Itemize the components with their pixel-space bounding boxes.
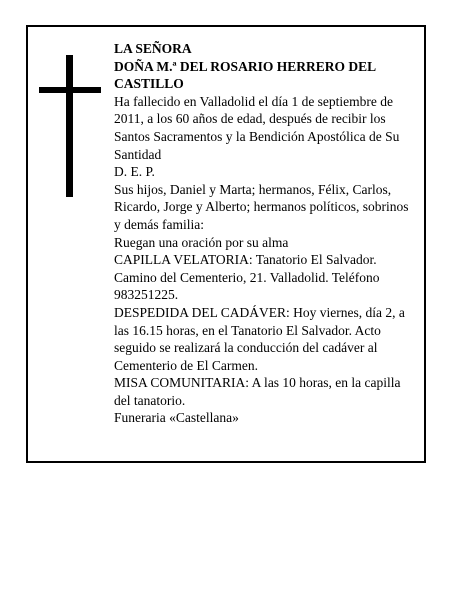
notice-community-mass: MISA COMUNITARIA: A las 10 horas, en la capilla del tanatorio. <box>114 375 401 408</box>
notice-wake-chapel: CAPILLA VELATORIA: Tanatorio El Salvador. Camino del Cementerio, 21. Valladolid. Teléfono 983251225. <box>114 252 380 303</box>
notice-family: Sus hijos, Daniel y Marta; hermanos, Félix, Carlos, Ricardo, Jorge y Alberto; hermanos políticos, sobrinos y demás familia: <box>114 181 409 232</box>
cross-horizontal-bar <box>39 87 101 93</box>
notice-heading-name: DOÑA M.ª DEL ROSARIO HERRERO DEL CASTILLO <box>114 58 376 92</box>
notice-death-announcement: Ha fallecido en Valladolid el día 1 de septiembre de 2011, a los 60 años de edad, después de recibir los Santos Sacramentos y la Bendición Apostólica de Su Santidad <box>114 93 400 162</box>
notice-funeral-home: Funeraria «Castellana» <box>114 410 239 426</box>
notice-text <box>114 40 414 427</box>
notice-rip: D. E. P. <box>114 164 155 180</box>
cross-vertical-bar <box>66 55 73 197</box>
notice-prayer-request: Ruegan una oración por su alma <box>114 234 289 250</box>
obituary-notice <box>26 25 426 463</box>
notice-funeral-farewell: DESPEDIDA DEL CADÁVER: Hoy viernes, día 2, a las 16.15 horas, en el Tanatorio El Salvador. Acto seguido se realizará la conducción del cadáver al Cementerio de El Carmen. <box>114 304 405 373</box>
notice-heading-title: LA SEÑORA <box>114 41 192 56</box>
